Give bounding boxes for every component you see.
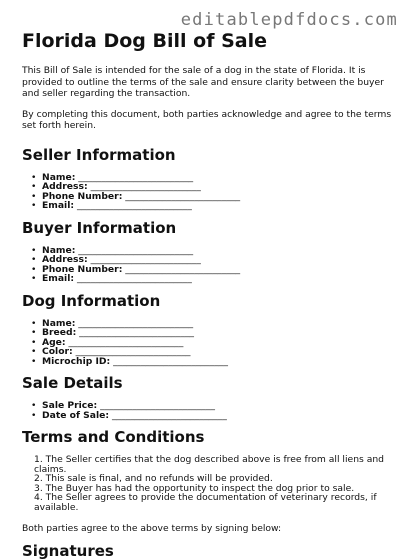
dog-microchip-field[interactable] [22, 357, 394, 367]
field-blank: _________________________ [125, 263, 241, 275]
terms-item: 1. The Seller certifies that the dog described above is free from all liens and claims. [34, 454, 385, 475]
field-label: Name: [42, 317, 76, 329]
site-watermark: editablepdfdocs.com [180, 10, 398, 30]
field-blank: _________________________ [78, 317, 194, 329]
terms-item: 2. This sale is final, and no refunds will be provided. [34, 473, 273, 485]
field-blank: _________________________ [68, 336, 184, 348]
field-label: Phone Number: [42, 263, 123, 275]
field-blank: _________________________ [78, 171, 194, 183]
field-blank: ________________________ [90, 254, 201, 265]
terms-list [22, 455, 394, 513]
sale-field-list [22, 401, 394, 420]
buyer-email-field[interactable] [22, 274, 394, 284]
signatures-section [22, 542, 394, 560]
document-title: Florida Dog Bill of Sale [22, 30, 267, 52]
field-label: Name: [42, 171, 76, 183]
seller-field-list [22, 173, 394, 211]
field-label: Breed: [42, 327, 77, 338]
sale-date-field[interactable] [22, 411, 394, 421]
dog-section [22, 292, 394, 367]
dog-field-list [22, 319, 394, 367]
seller-heading: Seller Information [22, 145, 176, 164]
field-label: Microchip ID: [42, 355, 111, 367]
field-blank: _________________________ [79, 327, 195, 338]
field-label: Age: [42, 336, 66, 348]
field-label: Date of Sale: [42, 409, 110, 421]
terms-heading: Terms and Conditions [22, 428, 205, 446]
buyer-section [22, 219, 394, 284]
field-blank: ________________________ [90, 181, 201, 192]
sale-section [22, 374, 394, 420]
buyer-field-list [22, 246, 394, 284]
field-label: Address: [42, 181, 88, 192]
agreement-statement: Both parties agree to the above terms by signing below: [22, 522, 282, 534]
field-blank: _________________________ [100, 400, 215, 411]
buyer-heading: Buyer Information [22, 218, 177, 237]
field-blank: _________________________ [76, 200, 192, 211]
field-blank: _________________________ [113, 355, 228, 367]
field-label: Color: [42, 346, 73, 357]
field-label: Email: [42, 273, 75, 284]
field-blank: _________________________ [78, 244, 194, 256]
dog-heading: Dog Information [22, 291, 161, 310]
field-blank: _________________________ [76, 273, 192, 284]
terms-section [22, 428, 394, 513]
field-blank: _________________________ [125, 190, 241, 202]
signatures-heading: Signatures [22, 542, 114, 560]
intro-paragraph: This Bill of Sale is intended for the sale of a dog in the state of Florida. It is provided to outline the terms of the sale and ensure clarity between the buyer and seller regarding the transaction. [22, 65, 384, 99]
field-label: Address: [42, 254, 88, 265]
terms-item: 4. The Seller agrees to provide the documentation of veterinary records, if available. [34, 492, 377, 513]
terms-item: 3. The Buyer has had the opportunity to inspect the dog prior to sale. [34, 482, 355, 494]
field-label: Phone Number: [42, 190, 123, 202]
field-blank: _________________________ [75, 346, 191, 357]
field-blank: _________________________ [111, 409, 227, 421]
field-label: Email: [42, 200, 75, 211]
sale-heading: Sale Details [22, 374, 123, 392]
field-label: Name: [42, 244, 76, 256]
field-label: Sale Price: [42, 400, 98, 411]
intro-paragraph: By completing this document, both parties acknowledge and agree to the terms set forth herein. [22, 108, 392, 131]
seller-section [22, 146, 394, 211]
document-body [22, 30, 394, 560]
seller-email-field[interactable] [22, 201, 394, 211]
